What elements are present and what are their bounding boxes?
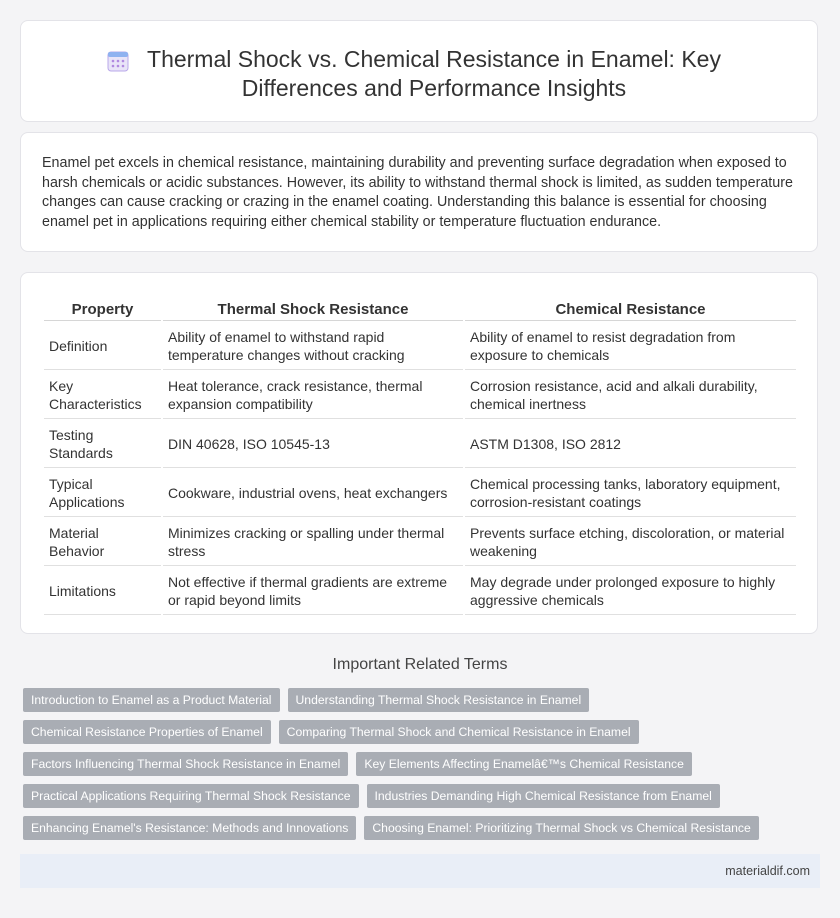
cell-property: Key Characteristics (44, 372, 161, 419)
related-term-link[interactable]: Understanding Thermal Shock Resistance in Enamel (288, 688, 590, 712)
cell-property: Definition (44, 323, 161, 370)
table-row (44, 470, 796, 517)
related-term-link[interactable]: Factors Influencing Thermal Shock Resistance in Enamel (23, 752, 348, 776)
tag-row (23, 688, 803, 712)
header-thermal-shock: Thermal Shock Resistance (163, 299, 463, 321)
table-row (44, 421, 796, 468)
related-term-link[interactable]: Chemical Resistance Properties of Enamel (23, 720, 271, 744)
cell-thermal: Minimizes cracking or spalling under thermal stress (163, 519, 463, 566)
cell-property: Limitations (44, 568, 161, 615)
cell-chemical: ASTM D1308, ISO 2812 (465, 421, 796, 468)
tag-row (23, 784, 803, 808)
related-term-link[interactable]: Introduction to Enamel as a Product Material (23, 688, 280, 712)
tag-row (23, 752, 803, 776)
title-card (20, 20, 818, 122)
table-row (44, 323, 796, 370)
related-term-link[interactable]: Enhancing Enamel's Resistance: Methods and Innovations (23, 816, 356, 840)
table-row (44, 372, 796, 419)
cell-chemical: Chemical processing tanks, laboratory equipment, corrosion-resistant coatings (465, 470, 796, 517)
related-term-link[interactable]: Comparing Thermal Shock and Chemical Resistance in Enamel (279, 720, 639, 744)
intro-card (20, 132, 818, 252)
table-header-row (44, 299, 796, 321)
related-term-link[interactable]: Key Elements Affecting Enamelâ€™s Chemical Resistance (356, 752, 692, 776)
cell-chemical: May degrade under prolonged exposure to highly aggressive chemicals (465, 568, 796, 615)
cell-property: Material Behavior (44, 519, 161, 566)
table-row (44, 568, 796, 615)
related-term-link[interactable]: Industries Demanding High Chemical Resistance from Enamel (367, 784, 720, 808)
footer (20, 854, 820, 888)
cell-thermal: Not effective if thermal gradients are extreme or rapid beyond limits (163, 568, 463, 615)
cell-chemical: Corrosion resistance, acid and alkali durability, chemical inertness (465, 372, 796, 419)
cell-thermal: Ability of enamel to withstand rapid temperature changes without cracking (163, 323, 463, 370)
footer-site-link[interactable]: materialdif.com (725, 864, 810, 878)
tag-row (23, 816, 803, 840)
page-title: Thermal Shock vs. Chemical Resistance in Enamel: Key Differences and Performance Insights (147, 46, 721, 101)
related-terms-list (23, 688, 803, 848)
cell-thermal: Cookware, industrial ovens, heat exchangers (163, 470, 463, 517)
comparison-table (42, 297, 798, 617)
cell-property: Typical Applications (44, 470, 161, 517)
tag-row (23, 720, 803, 744)
cell-property: Testing Standards (44, 421, 161, 468)
cell-thermal: Heat tolerance, crack resistance, thermal expansion compatibility (163, 372, 463, 419)
header-chemical: Chemical Resistance (465, 299, 796, 321)
cell-thermal: DIN 40628, ISO 10545-13 (163, 421, 463, 468)
related-term-link[interactable]: Choosing Enamel: Prioritizing Thermal Shock vs Chemical Resistance (364, 816, 758, 840)
table-row (44, 519, 796, 566)
cell-chemical: Ability of enamel to resist degradation from exposure to chemicals (465, 323, 796, 370)
intro-paragraph: Enamel pet excels in chemical resistance, maintaining durability and preventing surface degradation when exposed to harsh chemicals or acidic substances. However, its ability to withstand thermal shock is limited, as sudden temperature changes can cause cracking or crazing in the enamel coating. Understanding this balance is essential for choosing enamel pet in applications requiring either chemical stability or temperature fluctuation endurance. (42, 155, 793, 230)
related-terms-heading: Important Related Terms (332, 656, 508, 673)
cell-chemical: Prevents surface etching, discoloration, or material weakening (465, 519, 796, 566)
header-property: Property (44, 299, 161, 321)
comparison-card (20, 272, 818, 634)
related-term-link[interactable]: Practical Applications Requiring Thermal Shock Resistance (23, 784, 359, 808)
